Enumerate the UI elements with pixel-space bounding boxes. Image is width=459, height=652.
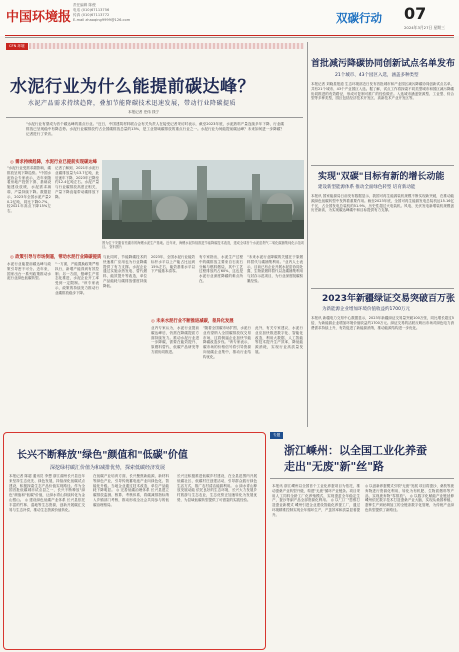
photo-caption: 图为位于安徽省芜湖市的海螺水泥生产基地。近年来，海螺水泥持续推进节能降碳技术改造，建成全球首个水泥窑烟气二氧化碳捕集纯化示范项目。 资料图片 [102,241,304,250]
column-divider [307,42,308,427]
divider [270,478,454,479]
divider [311,288,454,289]
col-5-para-2: "随着全国碳市场扩围，水泥行业有望纳入全国碳排放权交易市场，这将倒逼企业加快节能降碳改造步伐。"该专家表示，碳市场的价格信号将引导资源向低碳企业集中，推动行业结构优化。 [203,326,251,359]
col-1-para-2: 水泥行业能提前碳达峰与政策引导密不可分。近年来，国家出台一系列政策推动水泥行业绿色低碳转型。 [7,262,51,281]
page-date: 2024年3月27日 星期三 [404,25,445,30]
right-body-3: 本报讯 新疆电力交易中心数据显示，2023年新疆绿证交易量突破100万张，同比增长超过5倍，为新能源企业增加环境价值收益约1700万元。绿证交易的活跃反映出市场对绿色电力消费需求持续上升，有效促进了新能源消纳，推动能源结构进一步优化。 [311,316,454,330]
feature-headline: 长兴不断释放"绿色"颜值和"低碳"价值 [17,450,188,461]
feature-col-3: 长兴还积极推进低碳乡村建设，在全县范围内开展低碳社区、低碳村庄创建活动，引导群众践行绿色生活方式，推广农村清洁能源利用。 ◎ 绿水青山释放发展动能 依托良好的生态环境，长兴大力发展乡村旅游与生态农业，生态优势正加速转化为发展优势，为县域低碳转型提供了可借鉴的实践经验。 [177,474,257,502]
divider [311,165,454,166]
zhejiang-col-2: ◎ 以创新养蚕模式引领"无废"发展 项目将蚕沙、桑枝等废弃物进行资源化利用，转化为有机肥、生物质燃料等产品，实现废弃物"零排放"。 ◎ 以数字化赋能产业链延伸 嵊州依托数字技术打造蚕桑产业大脑，实现从桑园种植、蚕种生产到丝绸加工的全链条数字化管理，为传统产业绿色转型提供了新路径。 [365,484,454,512]
divider [6,117,303,118]
masthead-rule [5,35,454,36]
col-2-para-1: 记者了解到，2021年水泥行业碳排放量为13.7亿吨，此后逐年下降，2023年已降至约12.4亿吨左右。水泥产量与行业碳排放高度正相关，产量下降直接带动碳排放下降。 [55,166,99,199]
factory-photo [102,160,304,239]
right-deck-1: 21个城市、43个园区入选，涵盖多种类型 [335,73,419,78]
photo-illustration [102,160,304,239]
decorative-band [29,43,304,49]
zhejiang-headline: 浙江嵊州：以全国工业化养蚕 走出"无废"新"丝"路 [284,444,427,473]
feature-deck: 深挖绿村碳汇价值为和减排优势，探索低碳经济发展 [50,465,166,471]
col-6-para-1: "未来水泥行业降碳的关键在于原燃料替代与碳捕集利用。"业内人士表示，目前已有企业开展水泥窑协同处置、生物质燃料替代以及碳捕集利用与封存示范项目，为行业深度脱碳积累经验。 [247,255,303,283]
right-headline-1: 首批减污降碳协同创新试点名单发布 [311,59,456,69]
topic-tag: 专题 [270,432,283,439]
masthead-rule-thin [5,37,454,38]
right-headline-3: 2023年新疆绿证交易突破百万张 [322,294,456,304]
subhead-3: ◎ 未来水泥行业不断推进减碳，差异化发展 [151,319,234,324]
subhead-1: ◎ 需求持续趋降，水泥行业已提前实现碳达峰 [10,160,97,165]
col-6-para-2: 此外，有关专家建议，水泥行业应加快推进数字化、智能化改造，利用大数据、人工智能等技术提升生产效率，降低能源消耗，实现行业高质量发展。 [255,326,303,354]
right-deck-3: 为新能源企业增加环境价值收益约1700万元 [322,307,410,312]
col-1-para-1: "水泥行业受需求端影响，碳排放呈现下降趋势。"中国水泥协会专家表示，近年来随着房地产投资下滑、基础设施建设放缓，水泥需求减弱，产量持续下降。数据显示，2023年全国水泥产量20.2亿吨，同比下降0.7%，较2021年高点下降15%左右。 [7,166,51,214]
main-headline: 水泥行业为什么能提前碳达峰？ [10,77,255,97]
right-deck-2: 建设新型能源体系 推动全面绿色转型 培育新动能 [318,185,416,190]
col-3-para-1: 与此同时，节能降碳技术的快速推广应用也为行业降碳提供了有力支撑。水泥企业通过实施余热发电、替代燃料、能效提升等改造，单位产品能耗与碳排放强度持续降低。 [103,255,147,288]
editor-info: 责任编辑 陈俊 电话 (010)67113756 传真 (010)67113772 E-mail zhaoqing9999@126.com [73,3,131,22]
col-4-para-2: 业内专家认为，水泥行业提前碳达峰后，仍需在降碳提质方面持续发力。推动水泥行业进一步降碳，需要在能效提升、原燃料替代、低碳产品研发等方面协同推进。 [151,326,199,354]
right-body-2: 本报讯 国家能源局日前发布数据显示，我国可再生能源装机规模不断实现新突破，在推动能源绿色低碳转型中发挥着重要作用。截至2023年底，全国可再生能源发电总装机达15.16亿千瓦，占全国发电总装机的51.9%，历史性超过火电装机。风电、光伏发电新增装机规模创历史新高，为实现碳达峰碳中和目标提供有力支撑。 [311,194,454,213]
page-number: 07 [404,4,427,23]
subhead-2: ◎ 政策引导与市场倒逼，带动水泥行业降碳提质 [10,255,102,260]
newspaper-logo: 中国环境报 [6,10,72,25]
col-2-para-2: "一方面，产能置换政策严格执行，新增产能得到有效控制；另一方面，错峰生产常态化推进，水泥企业开工率受到一定限制。"该专家表示，政策的持续发力推动行业碳排放稳步下降。 [55,262,99,295]
right-body-1: 本报记者 刘晓星报道 生态环境部近日发布首批城市和产业园区减污降碳协同创新试点名单，共有21个城市、43个产业园区入选。据了解，试点工作将探索不同类型城市和园区减污降碳协同推进的有效路径，形成可复制可推广的经验做法。入选城市涵盖资源型、工业型、综合型等多种类型，园区包括经济技术开发区、高新技术产业开发区等。 [311,82,454,101]
main-deck: 水泥产品需求持续趋降，叠加节能降碳技术迅速发展，带动行业降碳提质 [28,100,237,107]
col-4-para-1: 2023年，全国水泥行业能效标杆水平以上产能占比达到15%左右，能效基准水平以下产能基本清零。 [151,255,195,274]
right-headline-2: 实现"双碳"目标有新的增长动能 [318,172,445,182]
main-byline: 本报记者 史伟 钱宁 [128,110,160,114]
zhejiang-col-1: 本报讯 浙江嵊州以全国首个工业化养蚕项目为依托，推动蚕桑产业转型升级，构建"无废"循环产业链条。项目采用人工饲料全龄工厂化养殖模式，实现蚕茧全年稳定生产，蚕沙等副产品全部资源化利用。 ◎ 以"工厂"思维打造蚕业新模式 嵊州引进企业建设智能化养蚕工厂，通过环境精准控制实现全年循环生产，产茧效率和质量显著提升。 [272,484,360,517]
feature-col-2: 在低碳产业培育方面，长兴聚焦新能源、新材料等绿色产业，引导传统蓄电池产业向绿色化、智能化升级。当地企业通过技术改造，单位产品能耗下降明显。 ◎ 完善低碳治理体系 长兴县建立碳排放监测、核算、考核体系，将碳减排指标纳入乡镇部门考核，推动形成全社会共同参与的低碳治理格局。 [93,474,169,507]
main-intro: "水泥行业有望成为首个碳达峰的重点行业。"近日，中国建筑材料联合会有关负责人在接受记者采访时表示，截至2023年底，水泥熟料产量连续多年下降，行业碳排放已呈现稳中有降态势。水泥行业碳排放约占全国碳排放总量的13%，是工业领域碳排放的重点行业之一。水泥行业为何能提前碳达峰？未来如何进一步降碳？记者进行了采访。 [26,122,284,136]
feature-col-1: 本报记者 陈超 通讯员 李想 浙江湖州长兴县近年来坚持生态优先、绿色发展，持续深化低碳试点建设，积极探索生态产品价值实现路径。作为全国首批低碳城市试点县之一，长兴不断释放"绿色"颜值和"低碳"价值，让绿水青山持续转化为金山银山。 ◎ 建设绿色低碳产业体系 长兴县依托丰富的竹林、湿地等生态资源，创新开展碳汇交易与生态补偿，推动生态资源价值转化。 [9,474,85,512]
section-title: 双碳行动 [336,11,382,25]
col-5-para-1: 有专家指出，水泥生产过程中的碳排放主要来自石灰石分解与燃料燃烧，其中工艺过程排放约占60%，这也是水泥行业深度降碳的难点所在。 [199,255,243,283]
section-tag: CFN 环境 [6,43,28,50]
